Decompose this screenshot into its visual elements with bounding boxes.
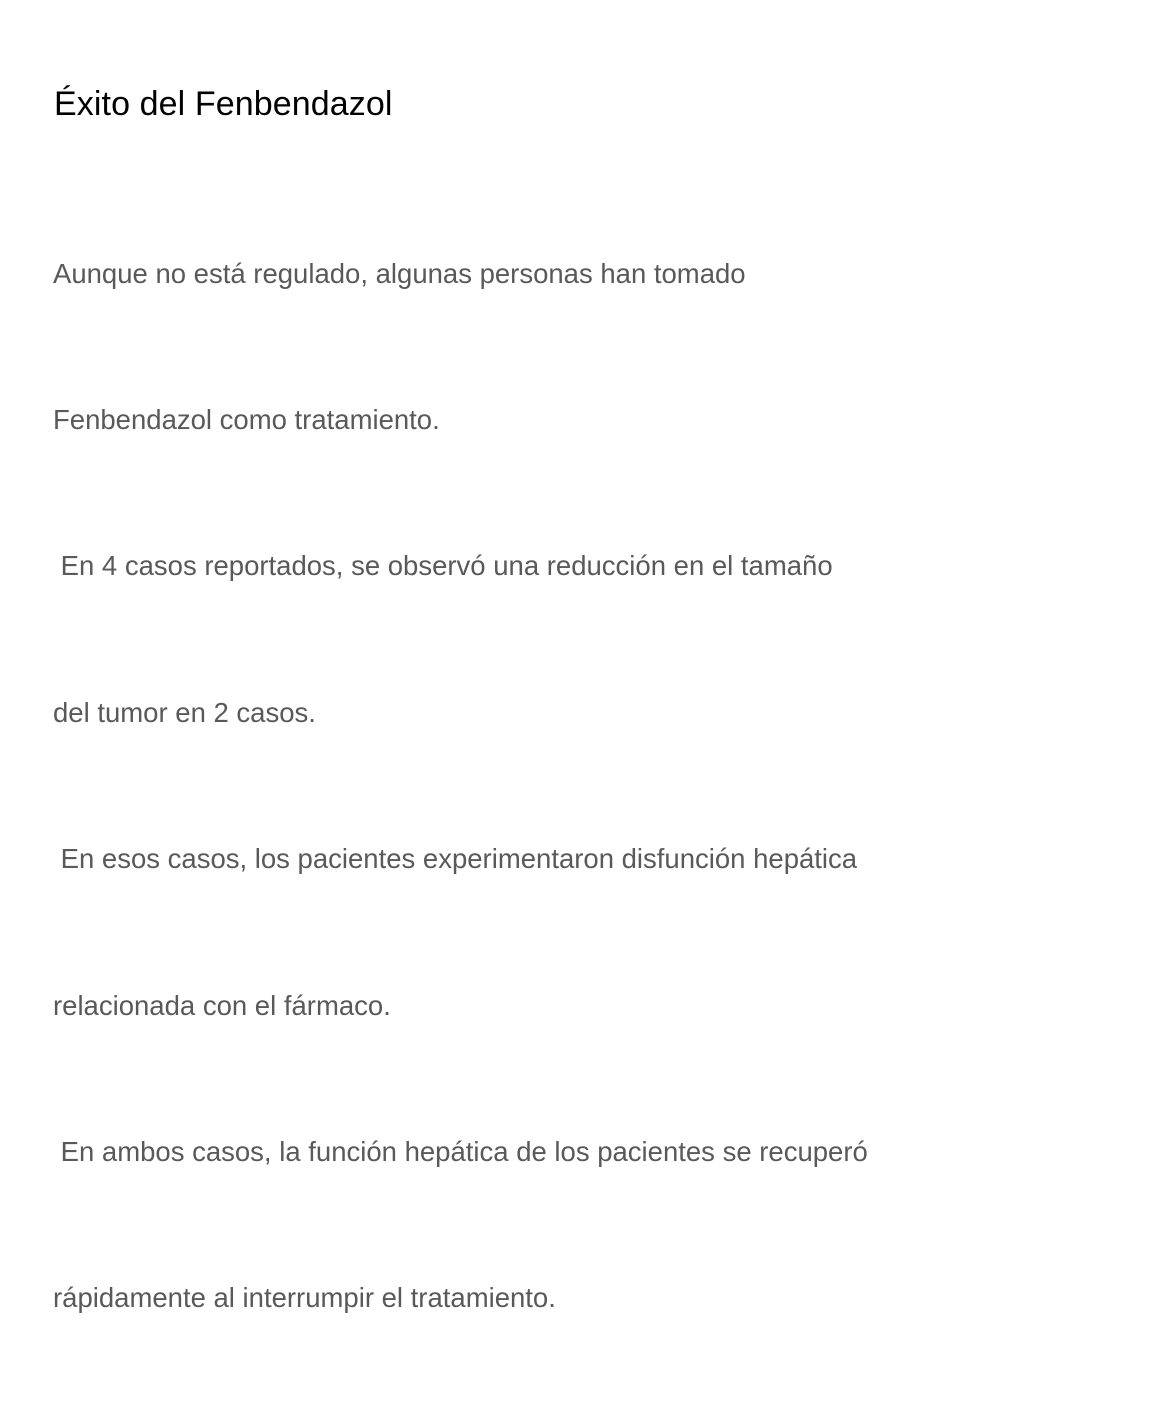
body-line: En esos casos, los pacientes experimentaron disfunción hepática (53, 843, 858, 875)
body-line: En ambos casos, la función hepática de los pacientes se recuperó (53, 1135, 868, 1167)
page-title: Éxito del Fenbendazol (54, 84, 393, 123)
body-line: rápidamente al interrumpir el tratamiento. (53, 1282, 556, 1314)
body-line: Aunque no está regulado, algunas personas han tomado (53, 257, 746, 289)
body-line: Fenbendazol como tratamiento. (53, 403, 440, 435)
body-line: del tumor en 2 casos. (53, 696, 316, 728)
body-line: En 4 casos reportados, se observó una reducción en el tamaño (53, 550, 833, 582)
body-line: relacionada con el fármaco. (53, 989, 391, 1021)
slide-body-text (53, 152, 1123, 1421)
